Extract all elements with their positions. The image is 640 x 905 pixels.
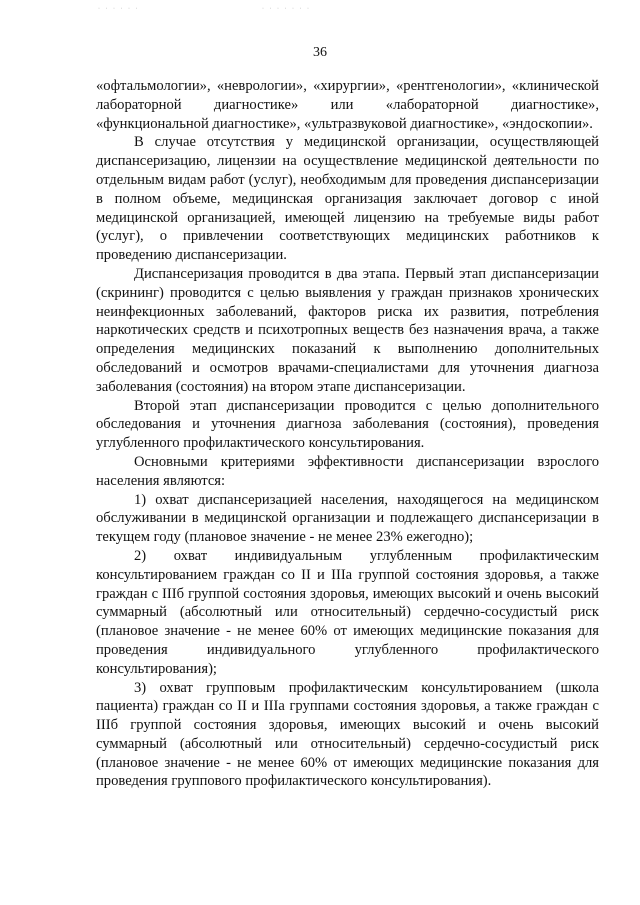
paragraph-criterion-2: 2) охват индивидуальным углубленным профилактическим консультированием граждан со II и IIIа группой состояния здоровья, а также граждан с IIIб группой состояния здоровья, имеющих высокий и очень высокий суммарный (абсолютный или относительный) сердечно-сосудистый риск (плановое значение - не менее 60% от имеющих медицинские показания для проведения индивидуального углубленного профилактического консультирования); <box>96 547 599 677</box>
paragraph-criteria-intro: Основными критериями эффективности диспансеризации взрослого населения являются: <box>96 453 599 489</box>
paragraph-license-absence: В случае отсутствия у медицинской организации, осуществляющей диспансеризацию, лицензии на осуществление медицинской деятельности по отдельным видам работ (услуг), необходимым для проведения диспансеризации в полном объеме, медицинская организация заключает договор с иной медицинской организацией, имеющей лицензию на требуемые виды работ (услуг), о привлечении соответствующих медицинских работников к проведению диспансеризации. <box>96 134 599 264</box>
scan-artifact-right: · · · · · · · <box>262 6 311 12</box>
scan-artifact-left: · · · · · · <box>98 6 140 12</box>
paragraph-second-stage: Второй этап диспансеризации проводится с целью дополнительного обследования и уточнения диагноза заболевания (состояния), проведения углубленного профилактического консультирования. <box>96 397 599 452</box>
paragraph-two-stages: Диспансеризация проводится в два этапа. Первый этап диспансеризации (скрининг) проводится с целью выявления у граждан признаков хронических неинфекционных заболеваний, факторов риска их развития, потребления наркотических средств и психотропных веществ без назначения врача, а также определения медицинских показаний к выполнению дополнительных обследований и осмотров врачами-специалистами для уточнения диагноза заболевания (состояния) на втором этапе диспансеризации. <box>96 265 599 395</box>
paragraph-criterion-1: 1) охват диспансеризацией населения, находящегося на медицинском обслуживании в медицинской организации и подлежащего диспансеризации в текущем году (плановое значение - не менее 23% ежегодно); <box>96 491 599 546</box>
paragraph-criterion-3: 3) охват групповым профилактическим консультированием (школа пациента) граждан со II и IIIа группами состояния здоровья, а также граждан с IIIб группой состояния здоровья, имеющих высокий и очень высокий суммарный (абсолютный или относительный) сердечно-сосудистый риск (плановое значение - не менее 60% от имеющих медицинские показания для проведения группового профилактического консультирования). <box>96 679 599 790</box>
document-body <box>96 77 599 791</box>
paragraph-license-list: «офтальмологии», «неврологии», «хирургии», «рентгенологии», «клинической лабораторной диагностике» или «лабораторной диагностике», «функциональной диагностике», «ультразвуковой диагностике», «эндоскопии». <box>96 78 599 132</box>
page-number: 36 <box>313 45 327 60</box>
